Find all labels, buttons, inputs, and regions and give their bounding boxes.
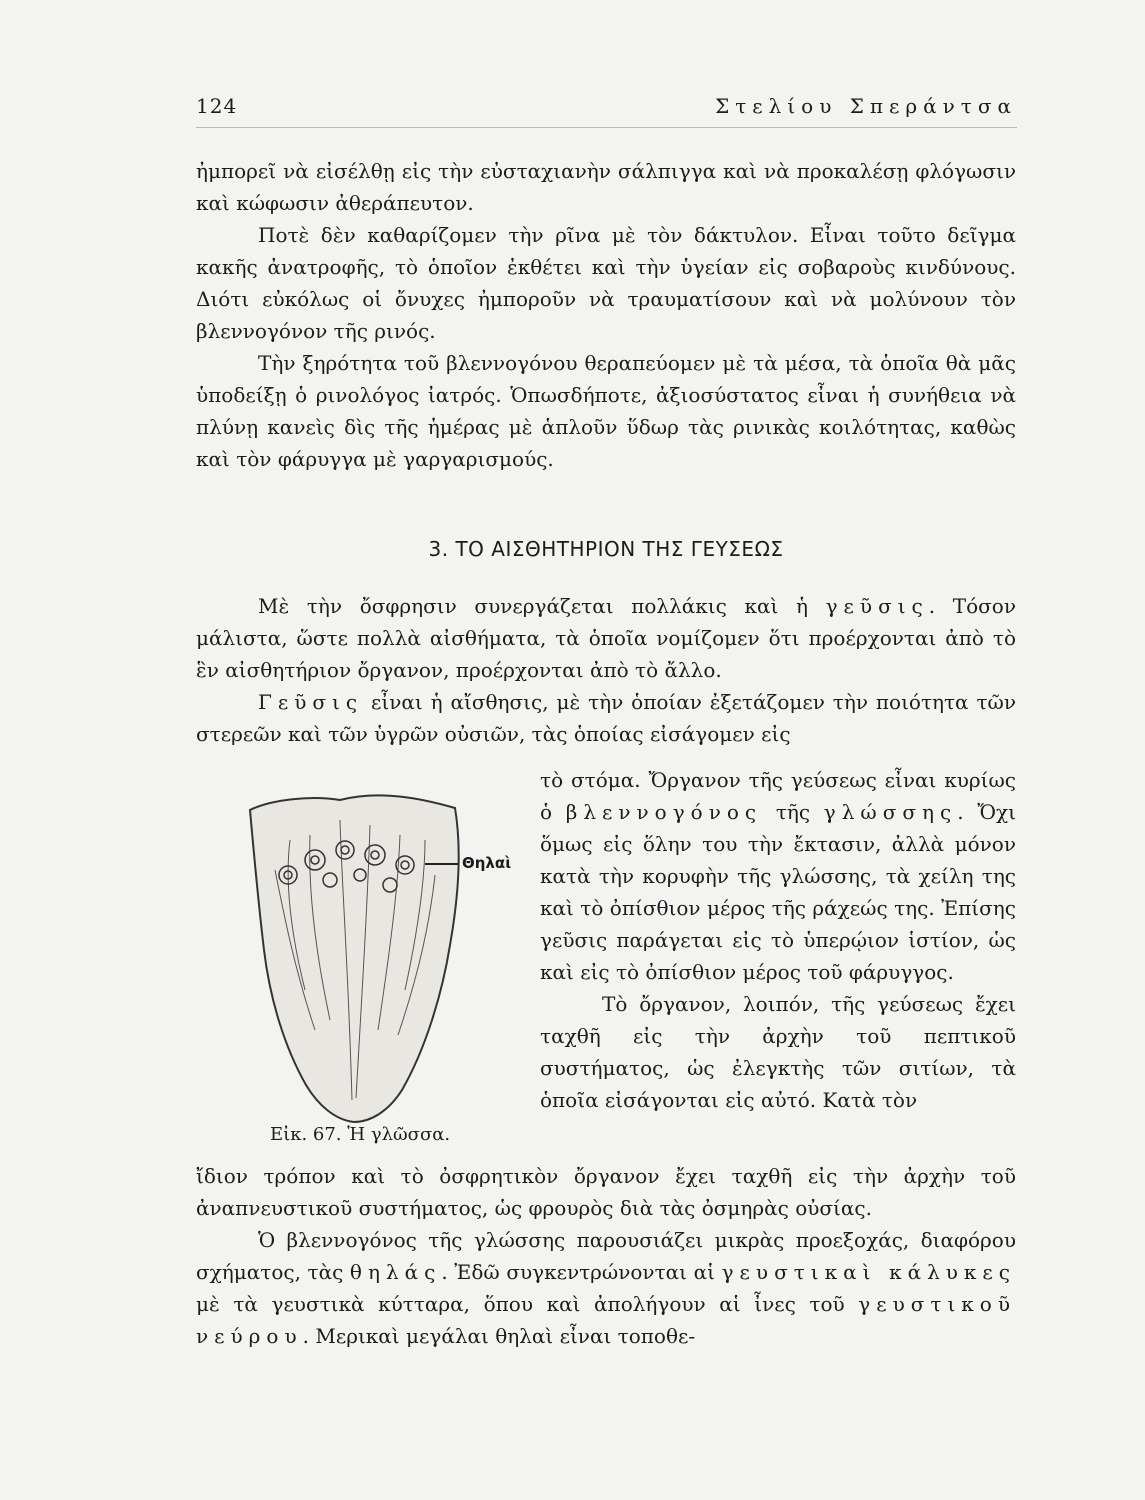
paragraph-9 xyxy=(196,1224,1016,1352)
section-text-block xyxy=(196,590,1016,750)
figure-caption: Εἰκ. 67. Ἡ γλῶσσα. xyxy=(270,1124,451,1145)
paragraph-2: Ποτὲ δὲν καθαρίζομεν τὴν ρῖνα μὲ τὸν δάκτυλον. Εἶναι τοῦτο δεῖγμα κακῆς ἀνατροφῆς, τὸ ὁποῖον ἐκθέτει καὶ τὴν ὑγείαν εἰς σοβαροὺς κινδύνους. Διότι εὐκόλως οἱ ὄνυχες ἠμποροῦν νὰ τραυματίσουν καὶ νὰ μολύνουν τὸν βλεννογόνον τῆς ρινός. xyxy=(196,223,1016,343)
top-text-block xyxy=(196,155,1016,475)
text-run: τὸ στόμα. Ὄργανον τῆς γεύσεως εἶναι κυρίως ὁ xyxy=(540,768,1016,824)
text-run: . Ἐδῶ συγκεντρώνονται αἱ xyxy=(441,1260,722,1284)
paragraph-8: ἴδιον τρόπον καὶ τὸ ὀσφρητικὸν ὄργανον ἔχει ταχθῆ εἰς τὴν ἀρχὴν τοῦ ἀναπνευστικοῦ συστήματος, ὡς φρουρὸς διὰ τὰς ὀσμηρὰς οὐσίας. xyxy=(196,1164,1016,1220)
page-number: 124 xyxy=(196,94,238,118)
page-header xyxy=(196,94,1017,128)
spaced-term: Γεῦσις xyxy=(258,690,364,714)
bottom-text-block xyxy=(196,1160,1016,1352)
text-run: τῆς xyxy=(762,800,824,824)
paragraph-7: Τὸ ὄργανον, λοιπόν, τῆς γεύσεως ἔχει ταχθῆ εἰς τὴν ἀρχὴν τοῦ πεπτικοῦ συστήματος, ὡς ἐλεγκτὴς τῶν σιτίων, τὰ ὁποῖα εἰσάγονται εἰς αὐτό. Κατὰ τὸν xyxy=(540,992,1016,1112)
text-run: . Τόσον μάλιστα, ὥστε πολλὰ αἰσθήματα, τὰ ὁποῖα νομίζομεν ὅτι προέρχονται ἀπὸ τὸ ἓν αἰσθητήριον ὄργανον, προέρχονται ἀπὸ τὸ ἄλλο. xyxy=(196,594,1016,682)
spaced-term: θηλάς xyxy=(349,1260,442,1284)
spaced-term: γλώσσης xyxy=(823,800,958,824)
paragraph-6 xyxy=(540,764,1016,988)
paragraph-1: ἠμπορεῖ νὰ εἰσέλθῃ εἰς τὴν εὐσταχιανὴν σάλπιγγα καὶ νὰ προκαλέσῃ φλόγωσιν καὶ κώφωσιν ἀθεράπευτον. xyxy=(196,159,1016,215)
paragraph-3: Τὴν ξηρότητα τοῦ βλεννογόνου θεραπεύομεν μὲ τὰ μέσα, τὰ ὁποῖα θὰ μᾶς ὑποδείξῃ ὁ ρινολόγος ἰατρός. Ὁπωσδήποτε, ἀξιοσύστατος εἶναι ἡ συνήθεια νὰ πλύνῃ κανεὶς δὶς τῆς ἡμέρας μὲ ἁπλοῦν ὕδωρ τὰς ρινικὰς κοιλότητας, καθὼς καὶ τὸν φάρυγγα μὲ γαργαρισμούς. xyxy=(196,351,1016,471)
text-run: . Ὄχι ὅμως εἰς ὅλην του τὴν ἔκτασιν, ἀλλὰ μόνον κατὰ τὴν κορυφὴν τῆς γλώσσης, τὰ χείλη της καὶ τὸ ὀπίσθιον μέρος τῆς ράχεώς της. Ἐπίσης γεῦσις παράγεται εἰς τὸ ὑπερῴιον ἱστίον, ὡς καὶ εἰς τὸ ὀπίσθιον μέρος τοῦ φάρυγγος. xyxy=(540,800,1016,984)
text-run: μὲ τὰ γευστικὰ κύτταρα, ὅπου καὶ ἀπολήγουν αἱ ἶνες τοῦ xyxy=(196,1292,859,1316)
paragraph-4 xyxy=(196,590,1016,686)
text-run: Ὁ βλεννογόνος τῆς γλώσσης παρουσιάζει μικρὰς προεξοχάς, διαφόρου σχήματος, τὰς xyxy=(196,1228,1016,1284)
spaced-term: γευστικαὶ κάλυκες xyxy=(721,1260,1016,1284)
spaced-term: γευστικοῦ νεύρου xyxy=(196,1292,1016,1348)
wrapped-text-block xyxy=(540,764,1016,1116)
tongue-illustration xyxy=(230,780,520,1140)
papillae-label: Θηλαὶ xyxy=(462,854,512,872)
text-run: . Μερικαὶ μεγάλαι θηλαὶ εἶναι τοποθε- xyxy=(302,1324,696,1348)
text-run: Μὲ τὴν ὄσφρησιν συνεργάζεται πολλάκις καὶ ἡ xyxy=(258,594,826,618)
spaced-term: γεῦσις xyxy=(825,594,929,618)
tongue-figure xyxy=(230,780,520,1140)
paragraph-5 xyxy=(196,686,1016,750)
text-run: εἶναι ἡ αἴσθησις, μὲ τὴν ὁποίαν ἐξετάζομεν τὴν ποιότητα τῶν στερεῶν καὶ τῶν ὑγρῶν οὐσιῶν, τὰς ὁποίας εἰσάγομεν εἰς xyxy=(196,690,1016,746)
running-head: Στελίου Σπεράντσα xyxy=(715,94,1017,118)
header-rule xyxy=(196,127,1017,128)
section-title: 3. ΤΟ ΑΙΣΘΗΤΗΡΙΟΝ ΤΗΣ ΓΕΥΣΕΩΣ xyxy=(428,537,784,561)
spaced-term: βλεννογόνος xyxy=(565,800,763,824)
